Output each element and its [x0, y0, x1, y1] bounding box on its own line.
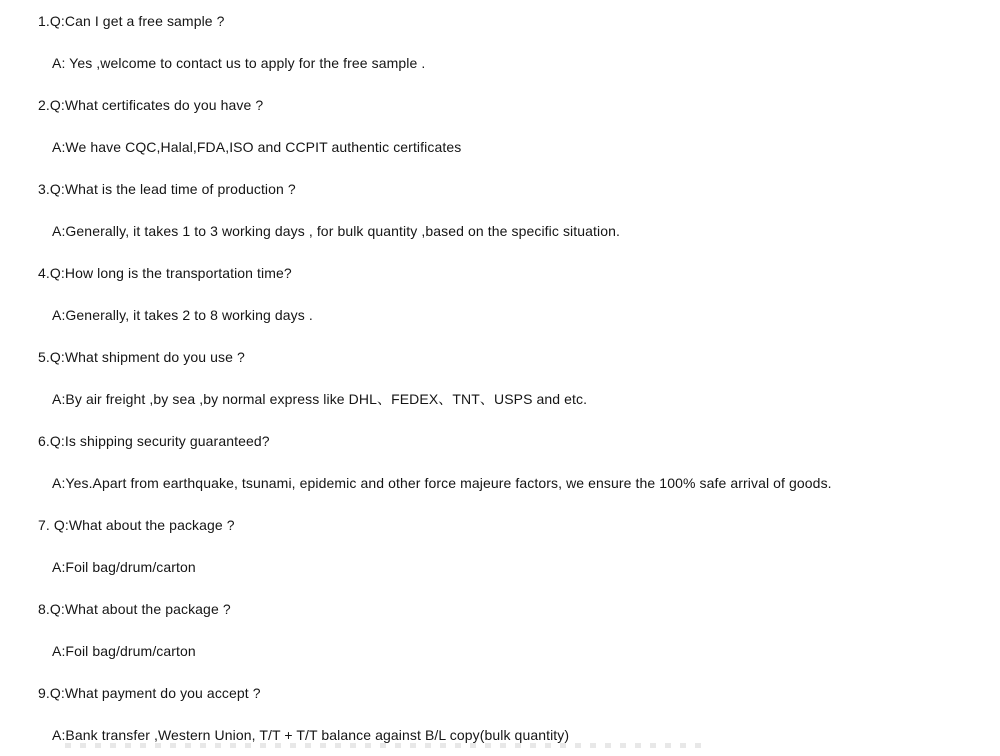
faq-item [0, 336, 1000, 420]
faq-question: 3.Q:What is the lead time of production ? [38, 181, 296, 197]
faq-answer: A:Bank transfer ,Western Union, T/T + T/T balance against B/L copy(bulk quantity) [52, 727, 570, 743]
faq-item [0, 588, 1000, 672]
faq-item [0, 252, 1000, 336]
faq-answer: A:Foil bag/drum/carton [52, 559, 196, 575]
faq-question: 5.Q:What shipment do you use ? [38, 349, 245, 365]
faq-item [0, 420, 1000, 504]
faq-question: 1.Q:Can I get a free sample ? [38, 13, 225, 29]
faq-answer: A:By air freight ,by sea ,by normal express like DHL、FEDEX、TNT、USPS and etc. [52, 391, 588, 407]
faq-item [0, 504, 1000, 588]
faq-question: 8.Q:What about the package ? [38, 601, 231, 617]
faq-answer: A: Yes ,welcome to contact us to apply for the free sample . [52, 55, 426, 71]
faq-answer: A:Generally, it takes 1 to 3 working days , for bulk quantity ,based on the specific situation. [52, 223, 620, 239]
faq-item [0, 0, 1000, 84]
faq-answer: A:Yes.Apart from earthquake, tsunami, epidemic and other force majeure factors, we ensure the 100% safe arrival of goods. [52, 475, 832, 491]
faq-question: 6.Q:Is shipping security guaranteed? [38, 433, 270, 449]
faq-item [0, 84, 1000, 168]
faq-answer: A:Foil bag/drum/carton [52, 643, 196, 659]
faq-question: 7. Q:What about the package ? [38, 517, 235, 533]
faq-question: 9.Q:What payment do you accept ? [38, 685, 261, 701]
faq-answer: A:We have CQC,Halal,FDA,ISO and CCPIT authentic certificates [52, 139, 462, 155]
cropped-text-remnant [65, 743, 705, 748]
faq-question: 4.Q:How long is the transportation time? [38, 265, 292, 281]
faq-answer: A:Generally, it takes 2 to 8 working days . [52, 307, 313, 323]
faq-item [0, 168, 1000, 252]
faq-question: 2.Q:What certificates do you have ? [38, 97, 264, 113]
